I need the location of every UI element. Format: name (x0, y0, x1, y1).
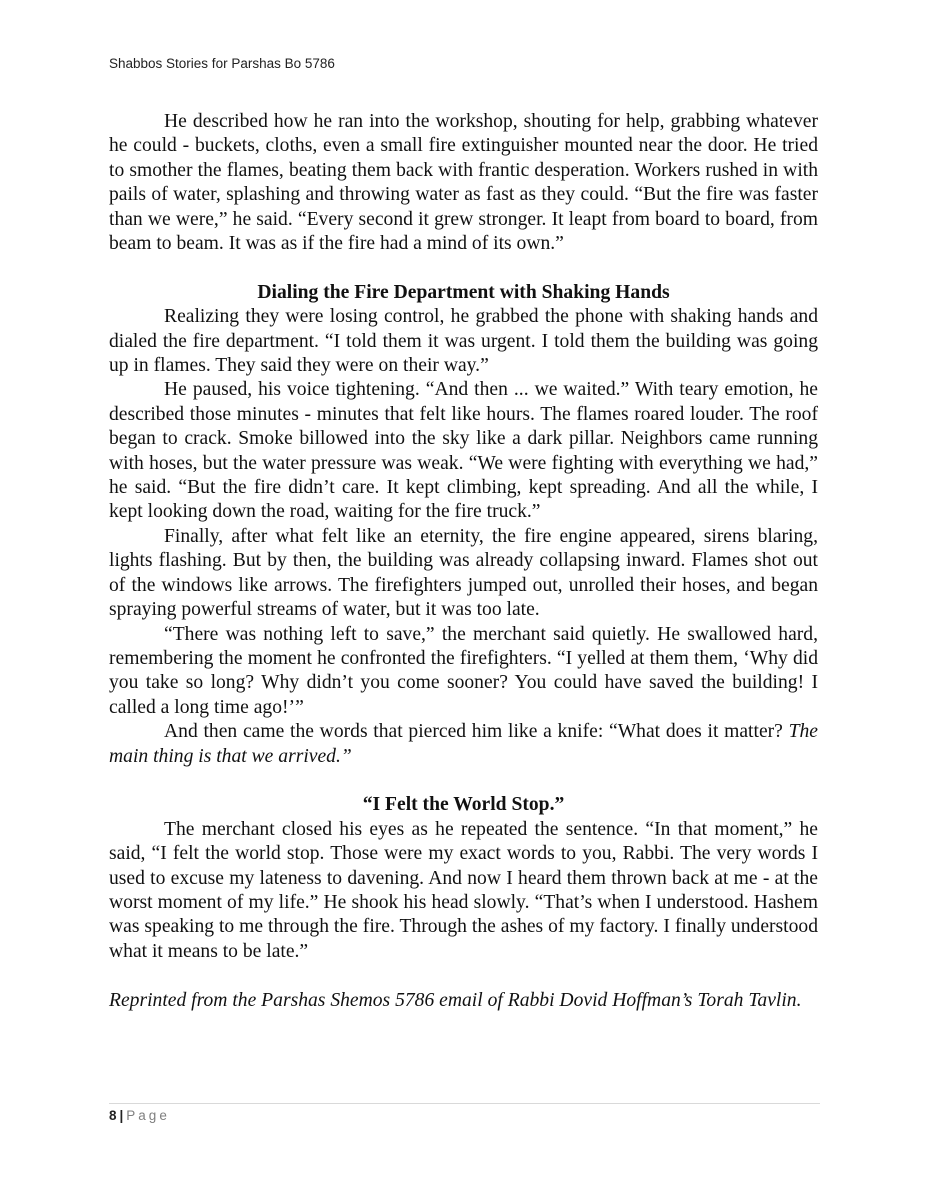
italic-quote: The main thing is that we arrived.” (109, 721, 818, 767)
section-heading: Dialing the Fire Department with Shaking Hands (257, 281, 670, 303)
paragraph: The merchant closed his eyes as he repeated the sentence. “In that moment,” he said, “I felt the world stop. Those were my exact words to you, Rabbi. The very words I used to excuse my lateness to davening. And now I heard them thrown back at me - at the worst moment of my life.” He shook his head slowly. “That’s when I understood. Hashem was speaking to me through the fire. Through the ashes of my factory. I finally understood what it means to be late.” (109, 818, 818, 962)
credit-text: Reprinted from the Parshas Shemos 5786 email of Rabbi Dovid Hoffman’s Torah Tavlin. (109, 989, 802, 1011)
section-heading: “I Felt the World Stop.” (362, 794, 565, 816)
credit-line (109, 989, 818, 1013)
paragraph: He described how he ran into the workshop, shouting for help, grabbing whatever he could - buckets, cloths, even a small fire extinguisher mounted near the door. He tried to smother the flames, beating them back with frantic desperation. Workers rushed in with pails of water, splashing and throwing water as fast as they could. “But the fire was faster than we were,” he said. “Every second it grew stronger. It leapt from board to board, from beam to beam. It was as if the fire had a mind of its own.” (109, 111, 818, 255)
paragraph-text: And then came the words that pierced him like a knife: “What does it matter? (164, 721, 789, 743)
paragraph: He paused, his voice tightening. “And then ... we waited.” With teary emotion, he described those minutes - minutes that felt like hours. The flames roared louder. The roof began to crack. Smoke billowed into the sky like a dark pillar. Neighbors came running with hoses, but the water pressure was weak. “We were fighting with everything we had,” he said. “But the fire didn’t care. It kept climbing, kept spreading. And all the while, I kept looking down the road, waiting for the fire truck.” (109, 379, 818, 523)
page-footer (109, 1108, 170, 1123)
page-label: Page (126, 1108, 170, 1123)
page-body (109, 110, 818, 1013)
paragraph: Finally, after what felt like an eternity, the fire engine appeared, sirens blaring, lights flashing. But by then, the building was already collapsing inward. Flames shot out of the windows like arrows. The firefighters jumped out, unrolled their hoses, and began spraying powerful streams of water, but it was too late. (109, 525, 818, 621)
spacer (109, 256, 818, 280)
paragraph: Realizing they were losing control, he grabbed the phone with shaking hands and dialed the fire department. “I told them it was urgent. I told them the building was going up in flames. They said they were on their way.” (109, 306, 818, 377)
paragraph: “There was nothing left to save,” the merchant said quietly. He swallowed hard, remembering the moment he confronted the firefighters. “I yelled at them them, ‘Why did you take so long? Why didn’t you come sooner? You could have saved the building! I called a long time ago!’” (109, 623, 818, 718)
spacer (109, 769, 818, 793)
footer-divider (109, 1103, 820, 1104)
footer-separator: | (119, 1108, 124, 1123)
paragraph (109, 720, 818, 769)
page-number: 8 (109, 1108, 117, 1123)
running-header: Shabbos Stories for Parshas Bo 5786 (109, 56, 335, 71)
spacer (109, 964, 818, 988)
